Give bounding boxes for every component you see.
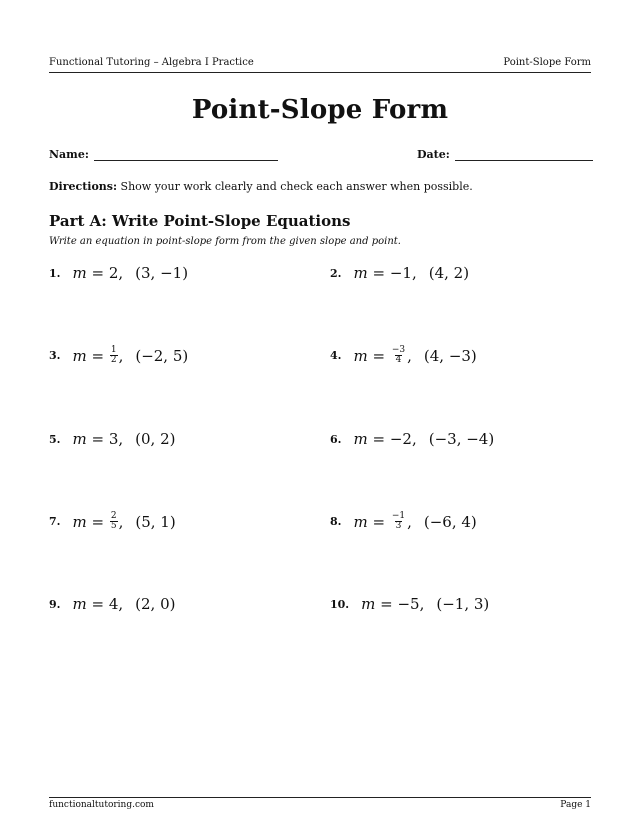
point: (4, 2) [428, 264, 470, 282]
slope-variable: m [353, 346, 368, 365]
fraction-denominator: 2 [110, 355, 117, 365]
footer-site[interactable]: functionaltutoring.com [49, 800, 154, 810]
problem-2: 2. m = −1 , (4, 2) [330, 264, 470, 282]
slope-variable: m [361, 595, 376, 613]
point: (2, 0) [135, 595, 176, 613]
problem-number: 7. [49, 515, 61, 528]
fraction-numerator: −3 [391, 345, 406, 355]
section-instructions: Write an equation in point-slope form from the given slope and point. [49, 236, 401, 247]
problem-number: 4. [330, 349, 342, 362]
slope-value: 2 [108, 264, 119, 282]
problem-number: 6. [330, 432, 342, 446]
problem-7: 7. m = $\frac{2}{5}$ , (5, 1) [49, 511, 176, 531]
point: (0, 2) [135, 430, 176, 448]
problem-5: 5. m = 3 , (0, 2) [49, 430, 176, 448]
problem-number: 1. [49, 266, 61, 280]
point: (3, −1) [135, 264, 189, 282]
header-right: Point-Slope Form [503, 57, 591, 68]
directions-label: Directions: [49, 180, 118, 193]
problem-8: 8. m = $\frac{-1}{3}$ , (−6, 4) [330, 511, 477, 531]
footer-rule [49, 797, 591, 798]
problem-number: 9. [49, 597, 61, 611]
name-blank[interactable] [94, 149, 278, 161]
slope-variable: m [353, 430, 368, 448]
date-label: Date: [417, 148, 450, 161]
section-title: Part A: Write Point-Slope Equations [49, 212, 351, 230]
slope-variable: m [72, 346, 87, 365]
page-number: Page 1 [560, 800, 591, 810]
slope-value: 3 [108, 430, 119, 448]
problem-number: 5. [49, 432, 61, 446]
fraction-denominator: 4 [395, 355, 402, 365]
slope-fraction [391, 512, 406, 531]
problem-4: 4. m = $\frac{-3}{4}$ , (4, −3) [330, 345, 477, 365]
point: (5, 1) [135, 512, 176, 531]
problem-number: 3. [49, 349, 61, 362]
slope-variable: m [72, 512, 87, 531]
point: (−1, 3) [436, 595, 490, 613]
name-label: Name: [49, 148, 89, 161]
slope-fraction [110, 346, 118, 365]
date-blank[interactable] [455, 149, 593, 161]
problem-3: 3. m = $\frac{1}{2}$ , (−2, 5) [49, 345, 189, 365]
point: (4, −3) [423, 346, 477, 365]
page-header [49, 57, 591, 68]
slope-value: −5 [397, 595, 420, 613]
slope-variable: m [72, 595, 87, 613]
slope-fraction [391, 346, 406, 365]
fraction-numerator: −1 [391, 511, 406, 521]
slope-value: −1 [389, 264, 412, 282]
slope-variable: m [353, 264, 368, 282]
problem-10: 10. m = −5 , (−1, 3) [330, 595, 490, 613]
page-title: Point-Slope Form [191, 95, 449, 125]
problem-number: 8. [330, 515, 342, 528]
point: (−2, 5) [135, 346, 189, 365]
problem-6: 6. m = −2 , (−3, −4) [330, 430, 495, 448]
slope-variable: m [72, 264, 87, 282]
header-left: Functional Tutoring – Algebra I Practice [49, 57, 254, 68]
directions [49, 180, 473, 193]
point: (−3, −4) [428, 430, 495, 448]
fraction-numerator: 2 [110, 511, 117, 521]
problem-1: 1. m = 2 , (3, −1) [49, 264, 189, 282]
name-field [49, 148, 278, 161]
problem-9: 9. m = 4 , (2, 0) [49, 595, 176, 613]
slope-variable: m [72, 430, 87, 448]
point: (−6, 4) [423, 512, 477, 531]
slope-value: −2 [389, 430, 412, 448]
slope-fraction [110, 512, 118, 531]
date-field [417, 148, 593, 161]
slope-value: 4 [108, 595, 119, 613]
header-rule [49, 72, 591, 73]
page-footer [49, 800, 591, 810]
fraction-denominator: 3 [395, 521, 402, 531]
problem-number: 2. [330, 266, 342, 280]
fraction-denominator: 5 [110, 521, 117, 531]
slope-variable: m [353, 512, 368, 531]
fraction-numerator: 1 [110, 345, 117, 355]
problem-number: 10. [330, 597, 350, 611]
directions-text: Show your work clearly and check each answer when possible. [117, 180, 473, 193]
